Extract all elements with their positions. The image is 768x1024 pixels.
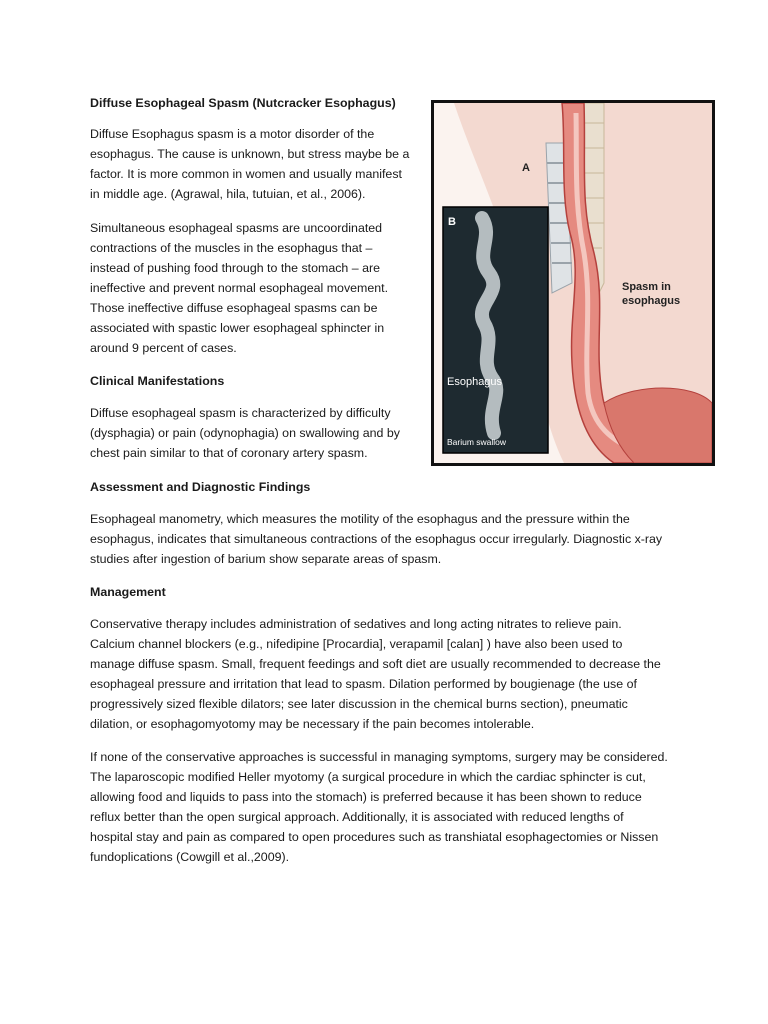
text-line: esophageal pressure and irritation that lead to spasm. Dilation performed by bougienage (the use of	[90, 677, 637, 691]
text-line: Those ineffective diffuse esophageal spasms can be	[90, 301, 378, 315]
esophageal-spasm-figure	[431, 100, 715, 466]
clinical-paragraph	[90, 403, 420, 463]
anatomy-illustration	[434, 103, 712, 463]
text-line: hospital stay and pain as compared to open procedures such as transhiatal esophagectomies or Nissen	[90, 830, 659, 844]
intro-paragraph-2	[90, 218, 420, 358]
text-line: contractions of the muscles in the esophagus that –	[90, 241, 373, 255]
page-title: Diffuse Esophageal Spasm (Nutcracker Esophagus)	[90, 96, 396, 110]
text-line: The laparoscopic modified Heller myotomy (a surgical procedure in which the cardiac sphincter is cut,	[90, 770, 646, 784]
text-line: instead of pushing food through to the stomach – are	[90, 261, 381, 275]
text-line: Esophageal manometry, which measures the motility of the esophagus and the pressure within the	[90, 512, 630, 526]
text-line: esophagus, indicates that simultaneous contractions of the esophagus occur irregularly. Diagnostic x-ray	[90, 532, 663, 546]
text-line: Simultaneous esophageal spasms are uncoordinated	[90, 221, 383, 235]
text-line: fundoplications (Cowgill et al.,2009).	[90, 850, 290, 864]
text-line: allowing food and liquids to pass into the stomach) is preferred because it has been shown to reduce	[90, 790, 642, 804]
text-line: in middle age. (Agrawal, hila, tutuian, et al., 2006).	[90, 187, 366, 201]
intro-paragraph-1	[90, 124, 420, 204]
text-line: studies after ingestion of barium show separate areas of spasm.	[90, 552, 442, 566]
section-heading-assessment: Assessment and Diagnostic Findings	[90, 480, 311, 494]
text-line: chest pain similar to that of coronary artery spasm.	[90, 446, 368, 460]
text-line: Conservative therapy includes administration of sedatives and long acting nitrates to relieve pain.	[90, 617, 622, 631]
text-line: Calcium channel blockers (e.g., nifedipine [Procardia], verapamil [calan] ) have also been used to	[90, 637, 623, 651]
spasm-label-line-1: Spasm in	[622, 281, 671, 293]
assessment-paragraph	[90, 509, 686, 569]
text-line: progressively sized flexible dilators; see later discussion in the chemical burns section), pneumatic	[90, 697, 628, 711]
section-heading-clinical: Clinical Manifestations	[90, 374, 225, 388]
text-line: dilation, or esophagomyotomy may be necessary if the pain becomes intolerable.	[90, 717, 535, 731]
spasm-label-line-2: esophagus	[622, 295, 681, 307]
section-heading-management: Management	[90, 585, 166, 599]
label-a: A	[522, 162, 530, 174]
xray-esophagus-label: Esophagus	[447, 376, 503, 388]
text-line: around 9 percent of cases.	[90, 341, 237, 355]
text-line: Diffuse Esophagus spasm is a motor disorder of the	[90, 127, 375, 141]
text-line: If none of the conservative approaches is successful in managing symptoms, surgery may be considered.	[90, 750, 668, 764]
management-paragraph-1	[90, 614, 686, 734]
management-paragraph-2	[90, 747, 686, 867]
text-line: manage diffuse spasm. Small, frequent feedings and soft diet are usually recommended to decrease the	[90, 657, 661, 671]
label-b: B	[448, 216, 456, 228]
text-line: reflux better than the open surgical approach. Additionally, it is associated with reduced lengths of	[90, 810, 624, 824]
text-line: factor. It is more common in women and usually manifest	[90, 167, 402, 181]
text-line: associated with spastic lower esophageal sphincter in	[90, 321, 385, 335]
barium-swallow-label: Barium swallow	[447, 437, 507, 447]
text-line: ineffective and prevent normal esophageal movement.	[90, 281, 389, 295]
text-line: Diffuse esophageal spasm is characterized by difficulty	[90, 406, 391, 420]
text-line: esophagus. The cause is unknown, but stress maybe be a	[90, 147, 410, 161]
text-line: (dysphagia) or pain (odynophagia) on swallowing and by	[90, 426, 400, 440]
